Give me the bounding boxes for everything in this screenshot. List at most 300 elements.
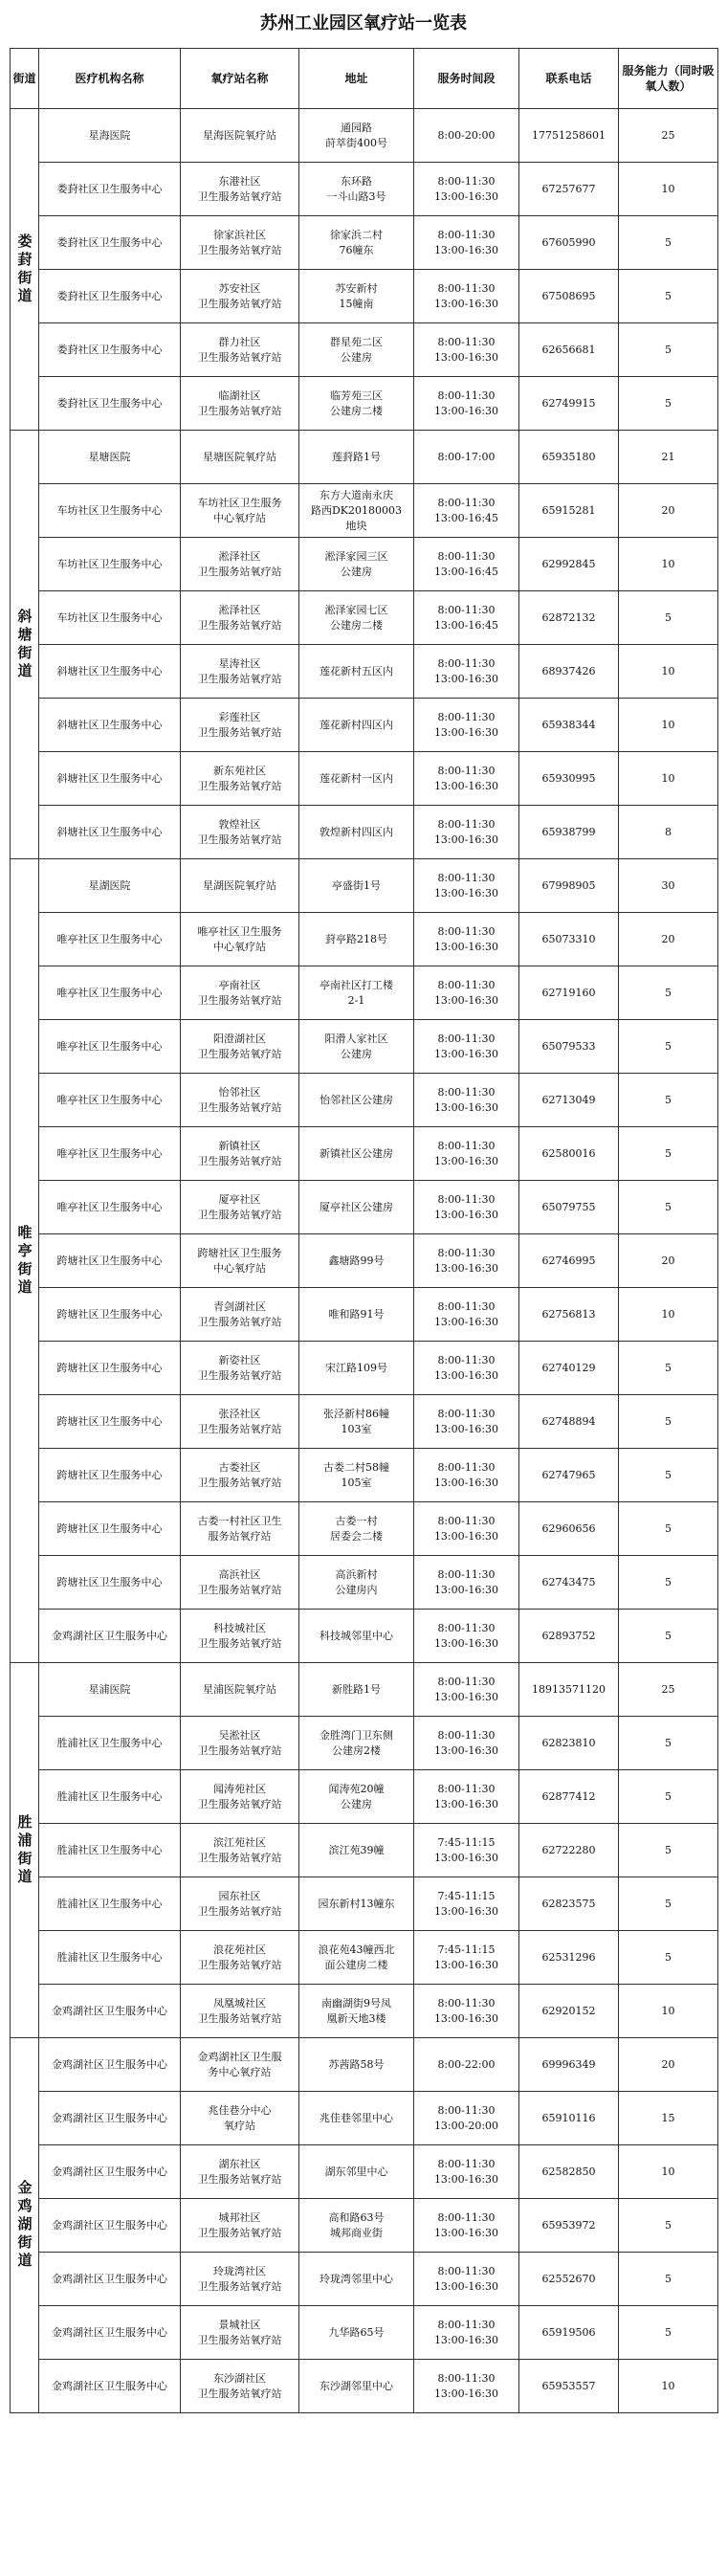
station-cell: 跨塘社区卫生服务 中心氧疗站: [181, 1234, 299, 1288]
phone-cell: 62748894: [519, 1395, 619, 1449]
hours-cell: 8:00-11:30 13:00-16:30: [414, 2199, 519, 2253]
address-cell: 古娄一村 居委会二楼: [299, 1502, 414, 1556]
table-row: [11, 1717, 718, 1770]
hours-cell: 8:00-11:30 13:00-16:30: [414, 1985, 519, 2038]
hospital-cell: 跨塘社区卫生服务中心: [39, 1234, 181, 1288]
capacity-cell: 5: [619, 1127, 718, 1181]
phone-cell: 65953972: [519, 2199, 619, 2253]
hours-cell: 8:00-11:30 13:00-16:30: [414, 2360, 519, 2413]
hours-cell: 8:00-11:30 13:00-16:30: [414, 966, 519, 1020]
phone-cell: 62743475: [519, 1556, 619, 1610]
capacity-cell: 5: [619, 1770, 718, 1824]
station-cell: 阳澄湖社区 卫生服务站氧疗站: [181, 1020, 299, 1074]
station-cell: 星塘医院氧疗站: [181, 431, 299, 484]
hospital-cell: 胜浦社区卫生服务中心: [39, 1877, 181, 1931]
table-row: [11, 1663, 718, 1717]
address-cell: 新胜路1号: [299, 1663, 414, 1717]
hours-cell: 8:00-11:30 13:00-16:30: [414, 163, 519, 216]
hospital-cell: 车坊社区卫生服务中心: [39, 484, 181, 538]
phone-cell: 67257677: [519, 163, 619, 216]
address-cell: 莲葑路1号: [299, 431, 414, 484]
hospital-cell: 金鸡湖社区卫生服务中心: [39, 2145, 181, 2199]
hospital-cell: 娄葑社区卫生服务中心: [39, 163, 181, 216]
station-cell: 青剑湖社区 卫生服务站氧疗站: [181, 1288, 299, 1342]
phone-cell: 18913571120: [519, 1663, 619, 1717]
hospital-cell: 跨塘社区卫生服务中心: [39, 1449, 181, 1502]
station-cell: 苏安社区 卫生服务站氧疗站: [181, 270, 299, 323]
hospital-cell: 星塘医院: [39, 431, 181, 484]
street-name: 斜塘街道: [15, 608, 33, 681]
station-cell: 园东社区 卫生服务站氧疗站: [181, 1877, 299, 1931]
street-name: 唯亭街道: [15, 1224, 33, 1298]
phone-cell: 62713049: [519, 1074, 619, 1127]
station-cell: 科技城社区 卫生服务站氧疗站: [181, 1610, 299, 1663]
phone-cell: 65079533: [519, 1020, 619, 1074]
phone-cell: 62823575: [519, 1877, 619, 1931]
hospital-cell: 车坊社区卫生服务中心: [39, 538, 181, 591]
hospital-cell: 金鸡湖社区卫生服务中心: [39, 2360, 181, 2413]
hospital-cell: 胜浦社区卫生服务中心: [39, 1824, 181, 1877]
header-hours: 服务时间段: [414, 49, 519, 109]
phone-cell: 65915281: [519, 484, 619, 538]
address-cell: 鑫塘路99号: [299, 1234, 414, 1288]
hospital-cell: 跨塘社区卫生服务中心: [39, 1395, 181, 1449]
phone-cell: 68937426: [519, 645, 619, 699]
hospital-cell: 金鸡湖社区卫生服务中心: [39, 1985, 181, 2038]
hours-cell: 8:00-11:30 13:00-16:45: [414, 484, 519, 538]
hours-cell: 8:00-11:30 13:00-16:30: [414, 645, 519, 699]
capacity-cell: 5: [619, 1931, 718, 1985]
hospital-cell: 斜塘社区卫生服务中心: [39, 752, 181, 806]
capacity-cell: 10: [619, 1985, 718, 2038]
station-cell: 星海医院氧疗站: [181, 109, 299, 163]
station-cell: 新姿社区 卫生服务站氧疗站: [181, 1342, 299, 1395]
table-row: [11, 431, 718, 484]
table-row: [11, 2360, 718, 2413]
header-street: 街道: [11, 49, 39, 109]
address-cell: 群星苑二区 公建房: [299, 323, 414, 377]
station-cell: 古娄社区 卫生服务站氧疗站: [181, 1449, 299, 1502]
address-cell: 莲花新村四区内: [299, 699, 414, 752]
phone-cell: 62656681: [519, 323, 619, 377]
table-row: [11, 323, 718, 377]
address-cell: 新镇社区公建房: [299, 1127, 414, 1181]
table-row: [11, 1288, 718, 1342]
capacity-cell: 10: [619, 2145, 718, 2199]
phone-cell: 62719160: [519, 966, 619, 1020]
address-cell: 莲花新村一区内: [299, 752, 414, 806]
street-cell: [11, 109, 39, 431]
hours-cell: 8:00-11:30 13:00-16:30: [414, 1234, 519, 1288]
table-row: [11, 1985, 718, 2038]
hours-cell: 8:00-11:30 13:00-16:30: [414, 1502, 519, 1556]
hospital-cell: 金鸡湖社区卫生服务中心: [39, 2199, 181, 2253]
address-cell: 兆佳巷邻里中心: [299, 2092, 414, 2145]
capacity-cell: 20: [619, 484, 718, 538]
table-row: [11, 109, 718, 163]
phone-cell: 17751258601: [519, 109, 619, 163]
hospital-cell: 斜塘社区卫生服务中心: [39, 699, 181, 752]
hours-cell: 8:00-11:30 13:00-16:30: [414, 216, 519, 270]
table-body: [11, 109, 718, 2413]
phone-cell: 65935180: [519, 431, 619, 484]
table-row: [11, 2092, 718, 2145]
hospital-cell: 胜浦社区卫生服务中心: [39, 1770, 181, 1824]
phone-cell: 67508695: [519, 270, 619, 323]
phone-cell: 62722280: [519, 1824, 619, 1877]
address-cell: 唯和路91号: [299, 1288, 414, 1342]
hours-cell: 8:00-11:30 13:00-16:30: [414, 1181, 519, 1234]
table-row: [11, 966, 718, 1020]
table-row: [11, 859, 718, 913]
capacity-cell: 30: [619, 859, 718, 913]
capacity-cell: 25: [619, 1663, 718, 1717]
station-cell: 闻涛苑社区 卫生服务站氧疗站: [181, 1770, 299, 1824]
capacity-cell: 5: [619, 591, 718, 645]
table-row: [11, 1449, 718, 1502]
station-cell: 景城社区 卫生服务站氧疗站: [181, 2306, 299, 2360]
header-hospital: 医疗机构名称: [39, 49, 181, 109]
hospital-cell: 跨塘社区卫生服务中心: [39, 1288, 181, 1342]
phone-cell: 65919506: [519, 2306, 619, 2360]
table-row: [11, 1234, 718, 1288]
capacity-cell: 10: [619, 699, 718, 752]
table-row: [11, 2306, 718, 2360]
table-row: [11, 1181, 718, 1234]
station-cell: 滨江苑社区 卫生服务站氧疗站: [181, 1824, 299, 1877]
station-cell: 吴淞社区 卫生服务站氧疗站: [181, 1717, 299, 1770]
table-row: [11, 377, 718, 431]
address-cell: 淞泽家园七区 公建房二楼: [299, 591, 414, 645]
capacity-cell: 5: [619, 2199, 718, 2253]
table-row: [11, 1020, 718, 1074]
street-cell: [11, 2038, 39, 2413]
phone-cell: 65930995: [519, 752, 619, 806]
hospital-cell: 唯亭社区卫生服务中心: [39, 913, 181, 966]
capacity-cell: 10: [619, 1288, 718, 1342]
phone-cell: 62582850: [519, 2145, 619, 2199]
phone-cell: 62992845: [519, 538, 619, 591]
station-cell: 东沙湖社区 卫生服务站氧疗站: [181, 2360, 299, 2413]
address-cell: 徐家浜二村 76幢东: [299, 216, 414, 270]
address-cell: 怡邻社区公建房: [299, 1074, 414, 1127]
capacity-cell: 5: [619, 1502, 718, 1556]
station-cell: 唯亭社区卫生服务 中心氧疗站: [181, 913, 299, 966]
phone-cell: 62756813: [519, 1288, 619, 1342]
hours-cell: 8:00-11:30 13:00-16:30: [414, 1717, 519, 1770]
hospital-cell: 胜浦社区卫生服务中心: [39, 1717, 181, 1770]
hours-cell: 8:00-11:30 13:00-16:30: [414, 270, 519, 323]
hospital-cell: 跨塘社区卫生服务中心: [39, 1502, 181, 1556]
address-cell: 亭南社区打工楼 2-1: [299, 966, 414, 1020]
table-row: [11, 1502, 718, 1556]
street-cell: [11, 859, 39, 1663]
address-cell: 阳滑人家社区 公建房: [299, 1020, 414, 1074]
station-cell: 徐家浜社区 卫生服务站氧疗站: [181, 216, 299, 270]
hours-cell: 7:45-11:15 13:00-16:30: [414, 1824, 519, 1877]
station-cell: 车坊社区卫生服务 中心氧疗站: [181, 484, 299, 538]
capacity-cell: 15: [619, 2092, 718, 2145]
table-row: [11, 591, 718, 645]
station-cell: 城邦社区 卫生服务站氧疗站: [181, 2199, 299, 2253]
capacity-cell: 5: [619, 1395, 718, 1449]
address-cell: 古娄二村58幢 105室: [299, 1449, 414, 1502]
hospital-cell: 星海医院: [39, 109, 181, 163]
street-name: 娄葑街道: [15, 233, 33, 306]
station-cell: 星涛社区 卫生服务站氧疗站: [181, 645, 299, 699]
address-cell: 南幽湖街9号凤 凰新天地3楼: [299, 1985, 414, 2038]
table-row: [11, 1610, 718, 1663]
hours-cell: 8:00-11:30 13:00-16:30: [414, 1288, 519, 1342]
hours-cell: 8:00-11:30 13:00-16:30: [414, 1342, 519, 1395]
capacity-cell: 21: [619, 431, 718, 484]
table-row: [11, 1342, 718, 1395]
phone-cell: 62531296: [519, 1931, 619, 1985]
station-cell: 临湖社区 卫生服务站氧疗站: [181, 377, 299, 431]
station-cell: 新镇社区 卫生服务站氧疗站: [181, 1127, 299, 1181]
phone-cell: 65910116: [519, 2092, 619, 2145]
hospital-cell: 唯亭社区卫生服务中心: [39, 1020, 181, 1074]
hours-cell: 8:00-11:30 13:00-20:00: [414, 2092, 519, 2145]
station-cell: 古娄一村社区卫生 服务站氧疗站: [181, 1502, 299, 1556]
table-row: [11, 1877, 718, 1931]
station-cell: 怡邻社区 卫生服务站氧疗站: [181, 1074, 299, 1127]
address-cell: 厦亭社区公建房: [299, 1181, 414, 1234]
phone-cell: 62749915: [519, 377, 619, 431]
table-header-row: [11, 49, 718, 109]
capacity-cell: 5: [619, 966, 718, 1020]
hospital-cell: 金鸡湖社区卫生服务中心: [39, 2038, 181, 2092]
capacity-cell: 5: [619, 1610, 718, 1663]
header-station: 氧疗站名称: [181, 49, 299, 109]
table-row: [11, 1770, 718, 1824]
table-row: [11, 752, 718, 806]
hours-cell: 8:00-11:30 13:00-16:30: [414, 859, 519, 913]
address-cell: 东方大道南永庆 路西DK20180003 地块: [299, 484, 414, 538]
address-cell: 闻涛苑20幢 公建房: [299, 1770, 414, 1824]
phone-cell: 67605990: [519, 216, 619, 270]
capacity-cell: 20: [619, 913, 718, 966]
station-cell: 金鸡湖社区卫生服 务中心氧疗站: [181, 2038, 299, 2092]
table-row: [11, 2038, 718, 2092]
table-row: [11, 538, 718, 591]
hours-cell: 8:00-11:30 13:00-16:30: [414, 323, 519, 377]
capacity-cell: 10: [619, 538, 718, 591]
hours-cell: 8:00-11:30 13:00-16:30: [414, 2253, 519, 2306]
phone-cell: 62877412: [519, 1770, 619, 1824]
capacity-cell: 5: [619, 2306, 718, 2360]
phone-cell: 62580016: [519, 1127, 619, 1181]
hospital-cell: 金鸡湖社区卫生服务中心: [39, 2092, 181, 2145]
table-row: [11, 216, 718, 270]
hospital-cell: 金鸡湖社区卫生服务中心: [39, 2253, 181, 2306]
address-cell: 玲珑湾邻里中心: [299, 2253, 414, 2306]
station-cell: 群力社区 卫生服务站氧疗站: [181, 323, 299, 377]
hospital-cell: 金鸡湖社区卫生服务中心: [39, 2306, 181, 2360]
table-row: [11, 1556, 718, 1610]
address-cell: 葑亭路218号: [299, 913, 414, 966]
hours-cell: 8:00-11:30 13:00-16:30: [414, 752, 519, 806]
capacity-cell: 5: [619, 1074, 718, 1127]
hours-cell: 8:00-11:30 13:00-16:30: [414, 1074, 519, 1127]
hospital-cell: 唯亭社区卫生服务中心: [39, 1074, 181, 1127]
address-cell: 苏茜路58号: [299, 2038, 414, 2092]
hours-cell: 8:00-11:30 13:00-16:30: [414, 806, 519, 859]
station-cell: 淞泽社区 卫生服务站氧疗站: [181, 538, 299, 591]
station-cell: 张泾社区 卫生服务站氧疗站: [181, 1395, 299, 1449]
address-cell: 高浜新村 公建房内: [299, 1556, 414, 1610]
hours-cell: 8:00-11:30 13:00-16:30: [414, 1395, 519, 1449]
address-cell: 东环路 一斗山路3号: [299, 163, 414, 216]
capacity-cell: 10: [619, 645, 718, 699]
phone-cell: 62823810: [519, 1717, 619, 1770]
hospital-cell: 斜塘社区卫生服务中心: [39, 806, 181, 859]
page-title: 苏州工业园区氧疗站一览表: [260, 13, 467, 33]
hospital-cell: 唯亭社区卫生服务中心: [39, 966, 181, 1020]
capacity-cell: 5: [619, 1181, 718, 1234]
table-row: [11, 1824, 718, 1877]
hours-cell: 8:00-11:30 13:00-16:30: [414, 1610, 519, 1663]
capacity-cell: 5: [619, 1824, 718, 1877]
capacity-cell: 10: [619, 163, 718, 216]
address-cell: 园东新村13幢东: [299, 1877, 414, 1931]
table-row: [11, 1395, 718, 1449]
table-row: [11, 1074, 718, 1127]
phone-cell: 62960656: [519, 1502, 619, 1556]
header-capacity: 服务能力（同时吸氧人数）: [619, 49, 718, 109]
table-row: [11, 2199, 718, 2253]
hours-cell: 8:00-11:30 13:00-16:30: [414, 2306, 519, 2360]
hospital-cell: 星浦医院: [39, 1663, 181, 1717]
table-row: [11, 270, 718, 323]
station-cell: 湖东社区 卫生服务站氧疗站: [181, 2145, 299, 2199]
table-row: [11, 699, 718, 752]
hours-cell: 8:00-11:30 13:00-16:45: [414, 538, 519, 591]
address-cell: 莲花新村五区内: [299, 645, 414, 699]
hours-cell: 7:45-11:15 13:00-16:30: [414, 1877, 519, 1931]
capacity-cell: 20: [619, 1234, 718, 1288]
capacity-cell: 10: [619, 2360, 718, 2413]
phone-cell: 67998905: [519, 859, 619, 913]
station-cell: 敦煌社区 卫生服务站氧疗站: [181, 806, 299, 859]
address-cell: 高和路63号 城邦商业街: [299, 2199, 414, 2253]
table-row: [11, 806, 718, 859]
station-cell: 星湖医院氧疗站: [181, 859, 299, 913]
hours-cell: 8:00-11:30 13:00-16:30: [414, 1556, 519, 1610]
table-row: [11, 484, 718, 538]
address-cell: 浪花苑43幢西北 面公建房二楼: [299, 1931, 414, 1985]
phone-cell: 69996349: [519, 2038, 619, 2092]
hospital-cell: 娄葑社区卫生服务中心: [39, 270, 181, 323]
address-cell: 张泾新村86幢 103室: [299, 1395, 414, 1449]
hospital-cell: 唯亭社区卫生服务中心: [39, 1127, 181, 1181]
address-cell: 滨江苑39幢: [299, 1824, 414, 1877]
hours-cell: 8:00-11:30 13:00-16:30: [414, 1663, 519, 1717]
station-cell: 亭南社区 卫生服务站氧疗站: [181, 966, 299, 1020]
street-name: 金鸡湖街道: [15, 2180, 33, 2271]
station-cell: 兆佳巷分中心 氧疗站: [181, 2092, 299, 2145]
hospital-cell: 跨塘社区卫生服务中心: [39, 1556, 181, 1610]
hours-cell: 8:00-11:30 13:00-16:30: [414, 377, 519, 431]
station-cell: 浪花苑社区 卫生服务站氧疗站: [181, 1931, 299, 1985]
station-cell: 高浜社区 卫生服务站氧疗站: [181, 1556, 299, 1610]
capacity-cell: 5: [619, 377, 718, 431]
phone-cell: 65938344: [519, 699, 619, 752]
hours-cell: 7:45-11:15 13:00-16:30: [414, 1931, 519, 1985]
phone-cell: 62746995: [519, 1234, 619, 1288]
hours-cell: 8:00-17:00: [414, 431, 519, 484]
hospital-cell: 唯亭社区卫生服务中心: [39, 1181, 181, 1234]
capacity-cell: 5: [619, 1877, 718, 1931]
table-row: [11, 163, 718, 216]
hospital-cell: 娄葑社区卫生服务中心: [39, 323, 181, 377]
phone-cell: 65073310: [519, 913, 619, 966]
phone-cell: 62552670: [519, 2253, 619, 2306]
station-cell: 东港社区 卫生服务站氧疗站: [181, 163, 299, 216]
address-cell: 科技城邻里中心: [299, 1610, 414, 1663]
station-cell: 新东苑社区 卫生服务站氧疗站: [181, 752, 299, 806]
hospital-cell: 跨塘社区卫生服务中心: [39, 1342, 181, 1395]
capacity-cell: 20: [619, 2038, 718, 2092]
phone-cell: 65938799: [519, 806, 619, 859]
capacity-cell: 10: [619, 752, 718, 806]
street-name: 胜浦街道: [15, 1813, 33, 1887]
phone-cell: 62893752: [519, 1610, 619, 1663]
address-cell: 临芳苑三区 公建房二楼: [299, 377, 414, 431]
table-row: [11, 2253, 718, 2306]
capacity-cell: 8: [619, 806, 718, 859]
phone-cell: 65079755: [519, 1181, 619, 1234]
phone-cell: 65953557: [519, 2360, 619, 2413]
hospital-cell: 斜塘社区卫生服务中心: [39, 645, 181, 699]
hours-cell: 8:00-11:30 13:00-16:30: [414, 1449, 519, 1502]
hospital-cell: 胜浦社区卫生服务中心: [39, 1931, 181, 1985]
hospital-cell: 娄葑社区卫生服务中心: [39, 216, 181, 270]
capacity-cell: 5: [619, 1556, 718, 1610]
hours-cell: 8:00-22:00: [414, 2038, 519, 2092]
capacity-cell: 5: [619, 216, 718, 270]
station-cell: 玲珑湾社区 卫生服务站氧疗站: [181, 2253, 299, 2306]
station-cell: 彩莲社区 卫生服务站氧疗站: [181, 699, 299, 752]
phone-cell: 62872132: [519, 591, 619, 645]
hours-cell: 8:00-11:30 13:00-16:30: [414, 913, 519, 966]
hours-cell: 8:00-11:30 13:00-16:30: [414, 1020, 519, 1074]
address-cell: 亭盛街1号: [299, 859, 414, 913]
table-row: [11, 2145, 718, 2199]
address-cell: 通园路 莳萃街400号: [299, 109, 414, 163]
station-cell: 星浦医院氧疗站: [181, 1663, 299, 1717]
hospital-cell: 娄葑社区卫生服务中心: [39, 377, 181, 431]
hours-cell: 8:00-11:30 13:00-16:30: [414, 1127, 519, 1181]
capacity-cell: 5: [619, 323, 718, 377]
station-cell: 厦亭社区 卫生服务站氧疗站: [181, 1181, 299, 1234]
capacity-cell: 5: [619, 270, 718, 323]
address-cell: 宋江路109号: [299, 1342, 414, 1395]
phone-cell: 62740129: [519, 1342, 619, 1395]
address-cell: 东沙湖邻里中心: [299, 2360, 414, 2413]
oxygen-station-table: [10, 48, 718, 2413]
hospital-cell: 金鸡湖社区卫生服务中心: [39, 1610, 181, 1663]
capacity-cell: 5: [619, 1342, 718, 1395]
table-row: [11, 913, 718, 966]
street-cell: [11, 431, 39, 859]
capacity-cell: 5: [619, 2253, 718, 2306]
table-row: [11, 1127, 718, 1181]
address-cell: 九华路65号: [299, 2306, 414, 2360]
street-cell: [11, 1663, 39, 2038]
table-row: [11, 1931, 718, 1985]
hours-cell: 8:00-11:30 13:00-16:30: [414, 699, 519, 752]
